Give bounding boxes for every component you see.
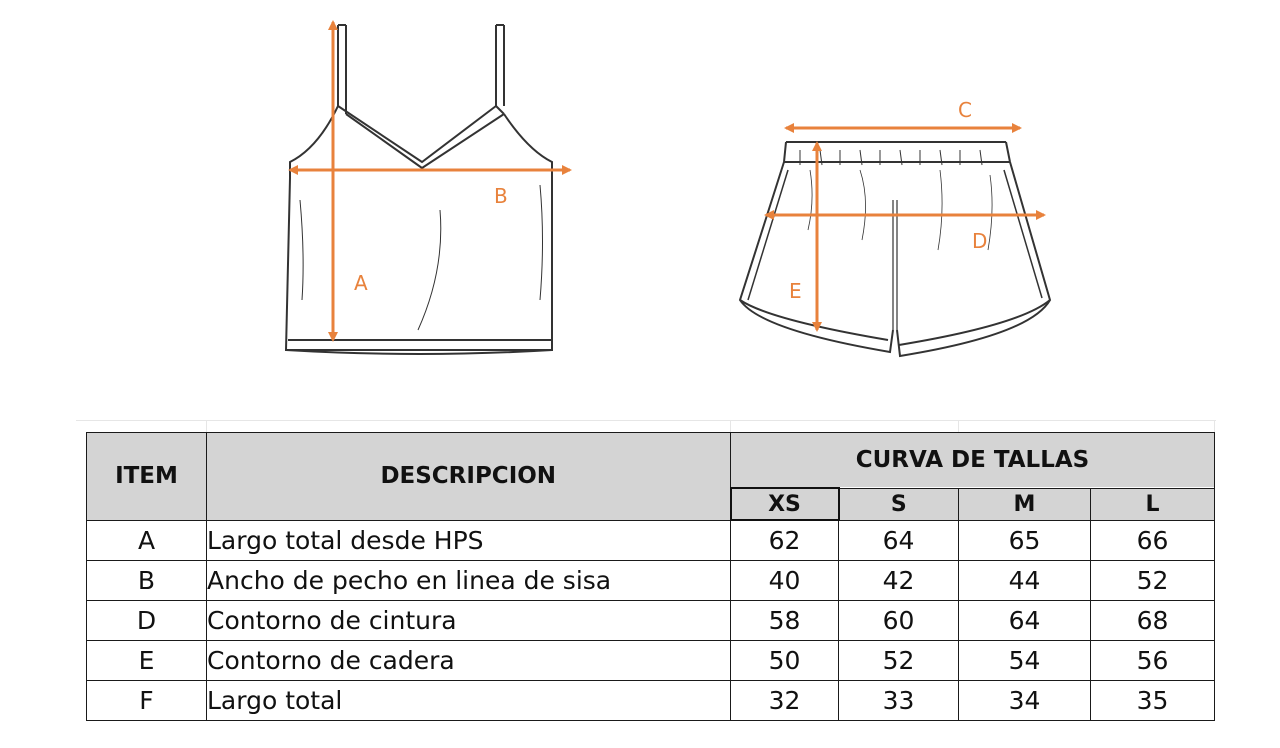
label-c: C [958, 98, 972, 122]
grid-line [76, 420, 1216, 421]
value-xs: 32 [731, 681, 839, 721]
shorts-drawing [740, 142, 1050, 356]
row-item: E [87, 641, 207, 681]
value-xs: 50 [731, 641, 839, 681]
value-l: 56 [1091, 641, 1215, 681]
header-size-group: CURVA DE TALLAS [731, 433, 1215, 489]
header-row [87, 433, 1215, 489]
row-item: B [87, 561, 207, 601]
row-description: Ancho de pecho en linea de sisa [207, 561, 731, 601]
row-item: D [87, 601, 207, 641]
row-description: Contorno de cadera [207, 641, 731, 681]
value-s: 52 [839, 641, 959, 681]
value-m: 34 [959, 681, 1091, 721]
label-e: E [789, 279, 802, 303]
value-xs: 40 [731, 561, 839, 601]
value-m: 64 [959, 601, 1091, 641]
table-row [87, 601, 1215, 641]
table-row [87, 520, 1215, 561]
label-b: B [494, 184, 508, 208]
row-description: Contorno de cintura [207, 601, 731, 641]
row-item: F [87, 681, 207, 721]
value-s: 64 [839, 520, 959, 561]
table-row [87, 681, 1215, 721]
value-l: 66 [1091, 520, 1215, 561]
header-size-xs: XS [731, 488, 839, 520]
header-item: ITEM [87, 433, 207, 521]
value-s: 42 [839, 561, 959, 601]
value-m: 65 [959, 520, 1091, 561]
size-chart-table [86, 432, 1215, 721]
header-size-m: M [959, 488, 1091, 520]
value-xs: 58 [731, 601, 839, 641]
value-m: 44 [959, 561, 1091, 601]
value-l: 52 [1091, 561, 1215, 601]
table-row [87, 561, 1215, 601]
header-size-s: S [839, 488, 959, 520]
table-row [87, 641, 1215, 681]
value-xs: 62 [731, 520, 839, 561]
value-l: 35 [1091, 681, 1215, 721]
label-d: D [972, 229, 988, 253]
camisole-top-drawing [286, 25, 552, 354]
value-m: 54 [959, 641, 1091, 681]
header-size-l: L [1091, 488, 1215, 520]
value-l: 68 [1091, 601, 1215, 641]
row-item: A [87, 520, 207, 561]
header-description: DESCRIPCION [207, 433, 731, 521]
row-description: Largo total [207, 681, 731, 721]
value-s: 60 [839, 601, 959, 641]
value-s: 33 [839, 681, 959, 721]
label-a: A [354, 271, 368, 295]
row-description: Largo total desde HPS [207, 520, 731, 561]
